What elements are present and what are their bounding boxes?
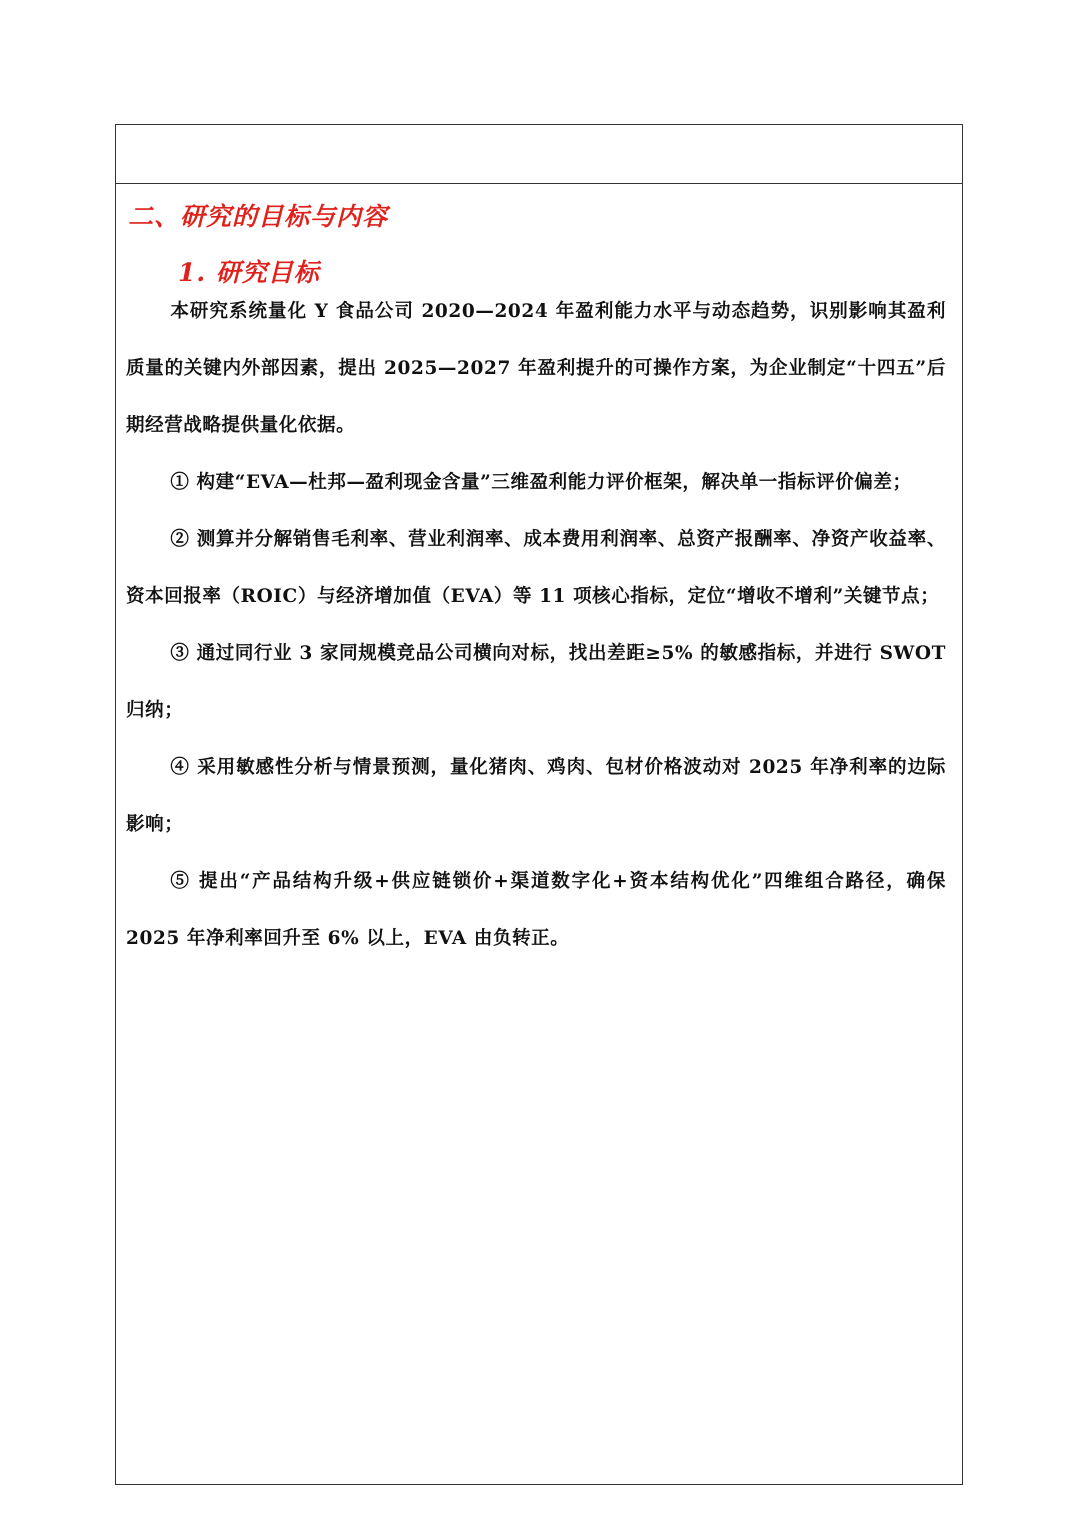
- table-header-row: [116, 125, 962, 184]
- document-table: [115, 124, 963, 1485]
- paragraph-goal-1: ① 构建“EVA—杜邦—盈利现金含量”三维盈利能力评价框架，解决单一指标评价偏差；: [170, 472, 912, 493]
- paragraph-goal-5: ⑤ 提出“产品结构升级+供应链锁价+渠道数字化+资本结构优化”四维组合路径，确保 2025 年净利率回升至 6% 以上，EVA 由负转正。: [126, 871, 946, 949]
- section-title: 二、研究的目标与内容: [128, 202, 389, 231]
- paragraph-goal-2: ② 测算并分解销售毛利率、营业利润率、成本费用利润率、总资产报酬率、净资产收益率、资本回报率（ROIC）与经济增加值（EVA）等 11 项核心指标，定位“增收不增利”关键节点；: [126, 529, 946, 607]
- paragraph-goal-4: ④ 采用敏感性分析与情景预测，量化猪肉、鸡肉、包材价格波动对 2025 年净利率的边际影响；: [126, 757, 946, 835]
- subsection-title: 1. 研究目标: [178, 258, 320, 287]
- research-goals-content: [126, 283, 946, 967]
- paragraph-intro: 本研究系统量化 Y 食品公司 2020—2024 年盈利能力水平与动态趋势，识别影响其盈利质量的关键内外部因素，提出 2025—2027 年盈利提升的可操作方案，为企业制定“十四五”后期经营战略提供量化依据。: [126, 301, 946, 436]
- paragraph-goal-3: ③ 通过同行业 3 家同规模竞品公司横向对标，找出差距≥5% 的敏感指标，并进行 SWOT 归纳；: [126, 643, 946, 721]
